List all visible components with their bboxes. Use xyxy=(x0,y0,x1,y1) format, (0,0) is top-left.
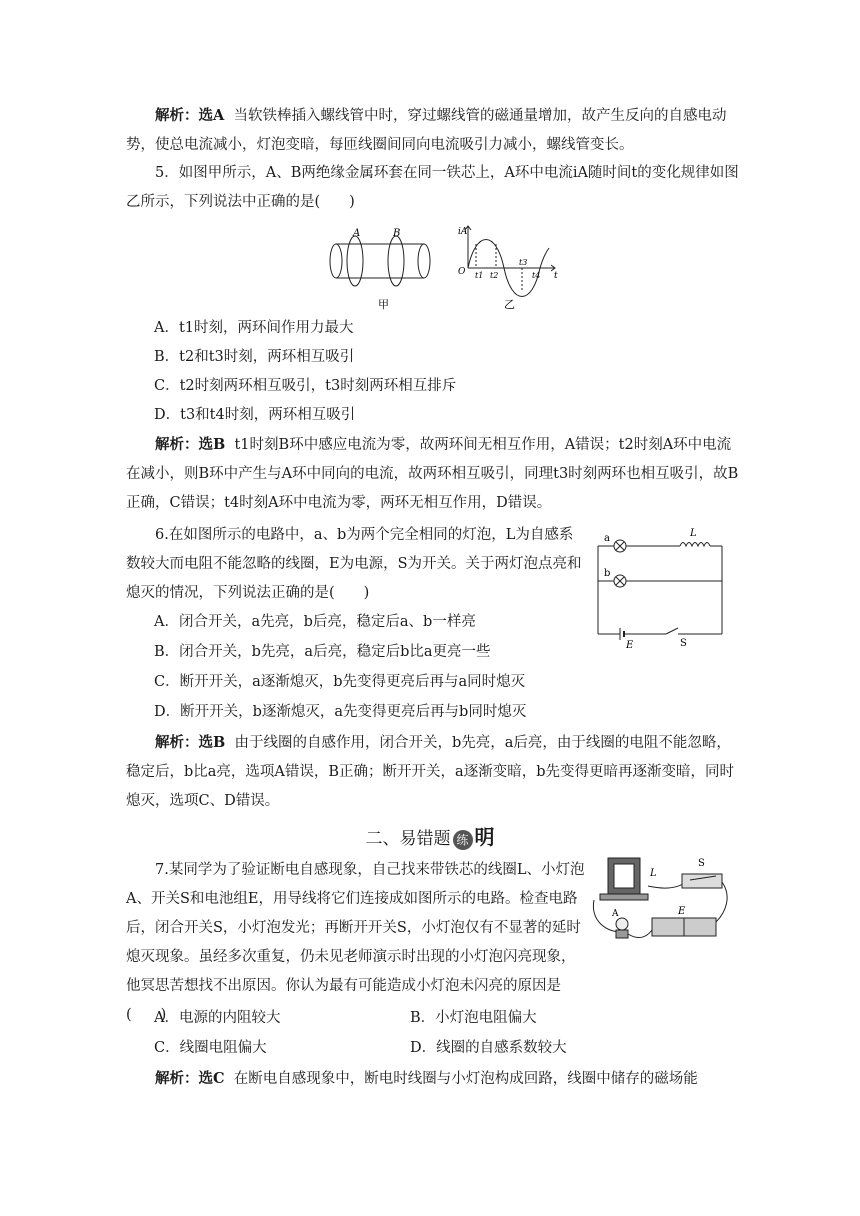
section-prefix: 二、易错题 xyxy=(365,829,451,849)
current-graph xyxy=(465,226,555,297)
q5-analysis xyxy=(126,430,740,518)
q5-option-d: D．t3和t4时刻，两环相互吸引 xyxy=(154,407,356,423)
q7-option-d: D．线圈的自感系数较大 xyxy=(410,1040,567,1056)
y-axis-label: iA xyxy=(458,227,468,237)
q7-analysis xyxy=(126,1064,740,1094)
analysis-text: t1时刻B环中感应电流为零，故两环间无相互作用，A错误；t2时刻A环中电流在减小，则B环中产生与A环中同向的电流，故两环相互吸引，同理t3时刻两环也相互吸引，故B正确，C错误；t4时刻A环中电流为零，两环无相互作用，D错误。 xyxy=(126,437,739,511)
analysis-label: 解析： xyxy=(155,1070,199,1087)
q7-option-b: B．小灯泡电阻偏大 xyxy=(410,1010,537,1026)
origin-label: O xyxy=(458,267,466,277)
q7-option-c: C．线圈电阻偏大 xyxy=(154,1040,267,1056)
q7-apparatus-figure xyxy=(586,850,734,945)
analysis-answer: 选A xyxy=(198,107,225,124)
q5-option-b: B．t2和t3时刻，两环相互吸引 xyxy=(154,349,355,365)
source-label: E xyxy=(626,640,634,648)
q5-figure xyxy=(326,220,566,320)
q6-option-b: B．闭合开关，b先亮，a后亮，稳定后b比a更亮一些 xyxy=(154,644,491,660)
analysis-text: 在断电自感现象中，断电时线圈与小灯泡构成回路，线圈中储存的磁场能 xyxy=(233,1071,698,1087)
ring-a-label: A xyxy=(353,228,361,239)
q6-circuit-figure xyxy=(592,524,732,648)
ring-b-label: B xyxy=(393,228,401,239)
t3-label: t3 xyxy=(519,258,528,267)
q5-option-c: C．t2时刻两环相互吸引，t3时刻两环相互排斥 xyxy=(154,378,457,394)
caption-yi: 乙 xyxy=(504,298,515,311)
battery-label: E xyxy=(678,906,686,917)
t2-label: t2 xyxy=(490,271,499,280)
lamp-a-label: a xyxy=(604,533,610,544)
analysis-answer: 选B xyxy=(198,436,226,453)
section-suffix: 明 xyxy=(474,825,495,849)
analysis-text: 由于线圈的自感作用，闭合开关，b先亮，a后亮，由于线圈的电阻不能忽略，稳定后，b比a亮，选项A错误，B正确；断开开关，a逐渐变暗，b先变得更暗再逐渐变暗，同时熄灭，选项C、D错误。 xyxy=(126,735,734,809)
inductor-label: L xyxy=(690,528,697,539)
q4-analysis xyxy=(126,101,740,160)
q7-option-a: A．电源的内阻较大 xyxy=(154,1010,281,1026)
q6-option-a: A．闭合开关，a先亮，b后亮，稳定后a、b一样亮 xyxy=(154,614,476,630)
lamp-b-label: b xyxy=(604,568,611,579)
coil-label: L xyxy=(650,868,657,879)
q5-option-a: A．t1时刻，两环间作用力最大 xyxy=(154,320,354,336)
q6-option-d: D．断开开关，b逐渐熄灭，a先变得更亮后再与b同时熄灭 xyxy=(154,704,527,720)
lamp-label: A xyxy=(612,909,619,919)
analysis-text: 当软铁棒插入螺线管中时，穿过螺线管的磁通量增加，故产生反向的自感电动势，使总电流减小，灯泡变暗，每匝线圈间同向电流吸引力减小，螺线管变长。 xyxy=(126,108,727,153)
switch-label: S xyxy=(680,638,687,648)
q6-analysis xyxy=(126,728,740,816)
switch-label: S xyxy=(698,858,705,869)
q5-stem: 5．如图甲所示，A、B两绝缘金属环套在同一铁芯上，A环中电流iA随时间t的变化规律如图乙所示，下列说法中正确的是( ) xyxy=(126,165,739,210)
section-badge: 练 xyxy=(453,830,473,850)
ring-core-diagram xyxy=(330,236,430,286)
caption-jia: 甲 xyxy=(378,298,389,311)
analysis-answer: 选B xyxy=(198,734,226,751)
analysis-answer: 选C xyxy=(198,1070,225,1087)
analysis-label: 解析： xyxy=(155,107,199,124)
q7-stem: 7.某同学为了验证断电自感现象，自己找来带铁芯的线圈L、小灯泡A、开关S和电池组E，用导线将它们连接成如图所示的电路。检查电路后，闭合开关S，小灯泡发光；再断开开关S，小灯泡仅有不显著的延时熄灭现象。虽经多次重复，仍未见老师演示时出现的小灯泡闪亮现象，他冥思苦想找不出原因。你认为最有可能造成小灯泡未闪亮的原因是( ) xyxy=(126,862,585,1023)
analysis-label: 解析： xyxy=(155,436,199,453)
analysis-label: 解析： xyxy=(155,734,199,751)
q6-option-c: C．断开开关，a逐渐熄灭，b先变得更亮后再与a同时熄灭 xyxy=(154,674,526,690)
x-axis-label: t xyxy=(554,271,558,281)
q6-stem: 6.在如图所示的电路中，a、b为两个完全相同的灯泡，L为自感系数较大而电阻不能忽略的线圈，E为电源，S为开关。关于两灯泡点亮和熄灭的情况，下列说法正确的是( ) xyxy=(126,527,582,601)
t1-label: t1 xyxy=(475,271,484,280)
t4-label: t4 xyxy=(532,271,541,280)
